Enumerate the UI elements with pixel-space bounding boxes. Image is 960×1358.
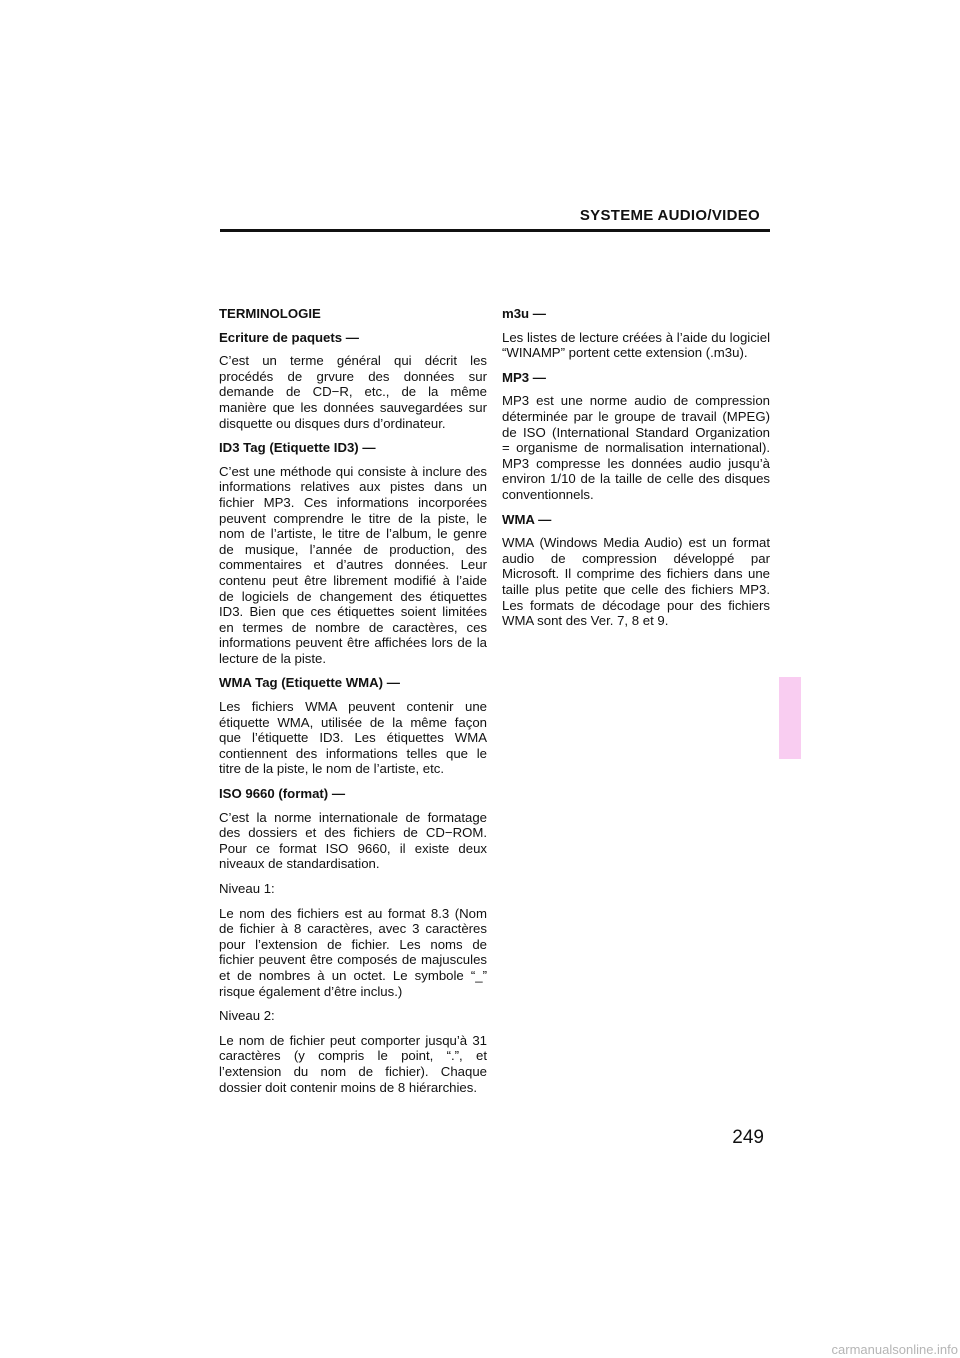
term-paragraph: WMA (Windows Media Audio) est un format audio de compression développé par Microsoft. Il comprime des fichiers dans une taille plus petite que celle des fichiers MP3. Les formats de décodage pour des fichiers WMA sont des Ver. 7, 8 et 9. — [502, 535, 770, 629]
term-paragraph: Les fichiers WMA peuvent contenir une étiquette WMA, utilisée de la même façon que l’étiquette ID3. Les étiquettes WMA contiennent des informations telles que le titre de la piste, le nom de l’artiste, etc. — [219, 699, 487, 777]
header-rule — [220, 229, 770, 232]
term-heading: WMA Tag (Etiquette WMA) — — [219, 675, 400, 691]
terminology-heading: TERMINOLOGIE — [219, 306, 321, 321]
term-paragraph: C’est la norme internationale de formatage des dossiers et des fichiers de CD−ROM. Pour ce format ISO 9660, il existe deux niveaux de standardisation. — [219, 809, 487, 872]
term-paragraph: MP3 est une norme audio de compression déterminée par le groupe de travail (MPEG) de ISO (International Standard Organization = organisme de normalisation international). MP3 compresse les données audio jusqu’à environ 1/10 de la taille de celle des disques conventionnels. — [502, 393, 770, 502]
term-heading: MP3 — — [502, 369, 546, 385]
term-heading: m3u — — [502, 306, 546, 321]
page-number: 249 — [732, 1127, 764, 1148]
section-title: SYSTEME AUDIO/VIDEO — [579, 207, 760, 224]
term-heading: WMA — — [502, 511, 552, 527]
term-paragraph: Le nom de fichier peut comporter jusqu’à 31 caractères (y compris le point, “.”, et l’extension du nom de fichier). Chaque dossier doit contenir moins de 8 hiérarchies. — [219, 1032, 487, 1095]
level-label: Niveau 2: — [219, 1008, 275, 1024]
right-column — [502, 306, 770, 638]
term-paragraph: C’est une méthode qui consiste à inclure des informations relatives aux pistes dans un fichier MP3. Ces informations incorporées peuvent comprendre le titre de la piste, le nom de l’artiste, le titre de l’album, le genre de musique, l’année de production, des commentaires et d’autres données. Leur contenu peut être librement modifié à l’aide de logiciels de changement des étiquettes ID3. Bien que ces étiquettes soient limitées en termes de nombre de caractères, ces informations peuvent être affichées lors de la lecture de la piste. — [219, 463, 487, 666]
term-paragraph: Le nom des fichiers est au format 8.3 (Nom de fichier à 8 caractères, avec 3 caractères pour l’extension de fichier. Les noms de fichier peuvent être composés de majuscules et de nombres à un octet. Le symbole “_” risque également d’être inclus.) — [219, 905, 487, 999]
term-heading: ISO 9660 (format) — — [219, 786, 346, 802]
section-tab — [779, 677, 801, 759]
level-label: Niveau 1: — [219, 881, 275, 896]
left-column — [219, 306, 487, 1104]
term-heading: ID3 Tag (Etiquette ID3) — — [219, 440, 376, 456]
term-paragraph: Les listes de lecture créées à l’aide du logiciel “WINAMP” portent cette extension (.m3u). — [502, 329, 770, 361]
term-heading: Ecriture de paquets — — [219, 329, 359, 345]
watermark: carmanualsonline.info — [831, 1342, 958, 1357]
term-paragraph: C’est un terme général qui décrit les procédés de grvure des données sur demande de CD−R, etc., de la même manière que les données sauvegardées sur disquette ou disques durs d’ordinateur. — [219, 353, 487, 431]
